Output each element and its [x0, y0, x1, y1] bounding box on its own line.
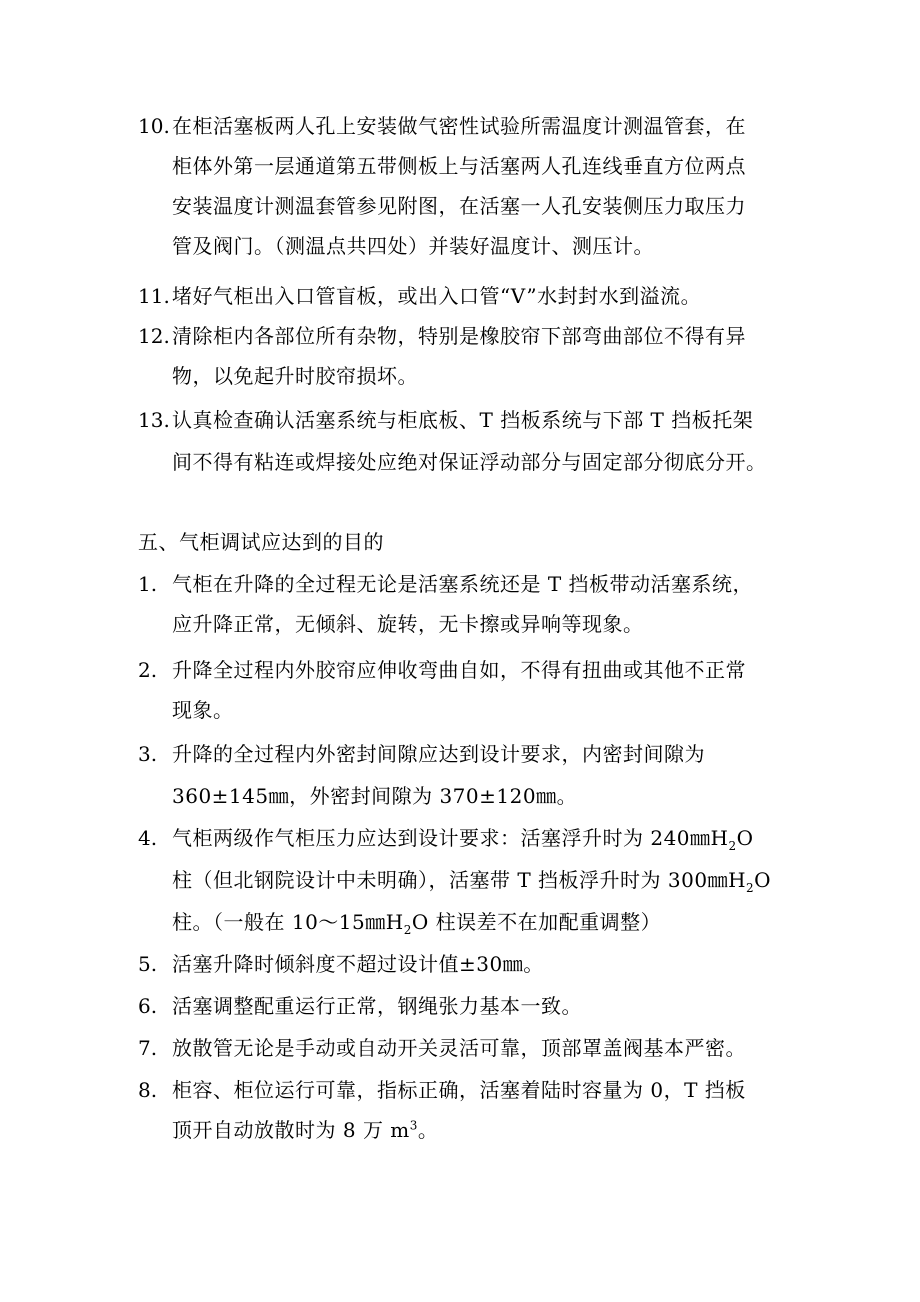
item-number: 4. — [138, 826, 158, 850]
item-text-line: 活塞升降时倾斜度不超过设计值±30㎜。 — [172, 952, 544, 976]
item-number: 2. — [138, 658, 158, 682]
item-number: 12. — [138, 324, 170, 348]
item-text-line: 应升降正常，无倾斜、旋转，无卡擦或异响等现象。 — [172, 612, 644, 636]
item-text-line: 管及阀门。（测温点共四处）并装好温度计、测压计。 — [172, 234, 654, 258]
section-heading: 五、气柜调试应达到的目的 — [138, 530, 384, 554]
item-text-line: 间不得有粘连或焊接处应绝对保证浮动部分与固定部分彻底分开。 — [172, 450, 767, 474]
subscript: 2 — [403, 923, 412, 937]
item-text-line: 升降全过程内外胶帘应伸收弯曲自如，不得有扭曲或其他不正常 — [172, 658, 746, 682]
text-run: 顶开自动放散时为 8 万 m — [172, 1118, 410, 1142]
item-text-line: 柜体外第一层通道第五带侧板上与活塞两人孔连线垂直方位两点 — [172, 154, 746, 178]
text-run: 柱（但北钢院设计中未明确），活塞带 T 挡板浮升时为 300㎜H — [172, 868, 747, 892]
item-number: 3. — [138, 742, 158, 766]
item-number: 11. — [138, 284, 170, 308]
text-run: O — [754, 868, 772, 892]
text-run: O 柱误差不在加配重调整） — [411, 910, 662, 934]
item-text-line: 物，以免起升时胶帘损坏。 — [172, 364, 418, 388]
item-text-line: 堵好气柜出入口管盲板，或出入口管“V”水封封水到溢流。 — [172, 284, 702, 308]
item-text-line: 升降的全过程内外密封间隙应达到设计要求，内密封间隙为 — [172, 742, 705, 766]
text-run: O — [736, 826, 754, 850]
item-number: 6. — [138, 994, 158, 1018]
text-run: 气柜两级作气柜压力应达到设计要求：活塞浮升时为 240㎜H — [172, 826, 729, 850]
item-text-line: 安装温度计测温套管参见附图，在活塞一人孔安装侧压力取压力 — [172, 194, 746, 218]
item-number: 13. — [138, 408, 170, 432]
text-run: 柱。（一般在 10～15㎜H — [172, 910, 404, 934]
item-text-line: 在柜活塞板两人孔上安装做气密性试验所需温度计测温管套，在 — [172, 114, 746, 138]
item-text-line: 现象。 — [172, 698, 234, 722]
item-text-line — [172, 1112, 438, 1148]
text-run: 。 — [417, 1118, 439, 1142]
item-text-line — [172, 820, 754, 856]
item-text-line: 活塞调整配重运行正常，钢绳张力基本一致。 — [172, 994, 582, 1018]
item-number: 5. — [138, 952, 158, 976]
item-text-line: 认真检查确认活塞系统与柜底板、T 挡板系统与下部 T 挡板托架 — [172, 408, 754, 432]
subscript: 2 — [746, 881, 755, 895]
item-number: 1. — [138, 572, 158, 596]
item-text-line: 清除柜内各部位所有杂物，特别是橡胶帘下部弯曲部位不得有异 — [172, 324, 746, 348]
item-number: 10. — [138, 114, 170, 138]
superscript: 3 — [409, 1118, 418, 1133]
item-number: 7. — [138, 1036, 158, 1060]
item-text-line: 360±145㎜，外密封间隙为 370±120㎜。 — [172, 784, 578, 808]
item-text-line: 气柜在升降的全过程无论是活塞系统还是 T 挡板带动活塞系统， — [172, 572, 754, 596]
subscript: 2 — [728, 839, 737, 853]
item-number: 8. — [138, 1078, 158, 1102]
item-text-line — [172, 904, 661, 940]
item-text-line: 柜容、柜位运行可靠，指标正确，活塞着陆时容量为 0，T 挡板 — [172, 1078, 746, 1102]
item-text-line: 放散管无论是手动或自动开关灵活可靠，顶部罩盖阀基本严密。 — [172, 1036, 746, 1060]
item-text-line — [172, 862, 771, 898]
